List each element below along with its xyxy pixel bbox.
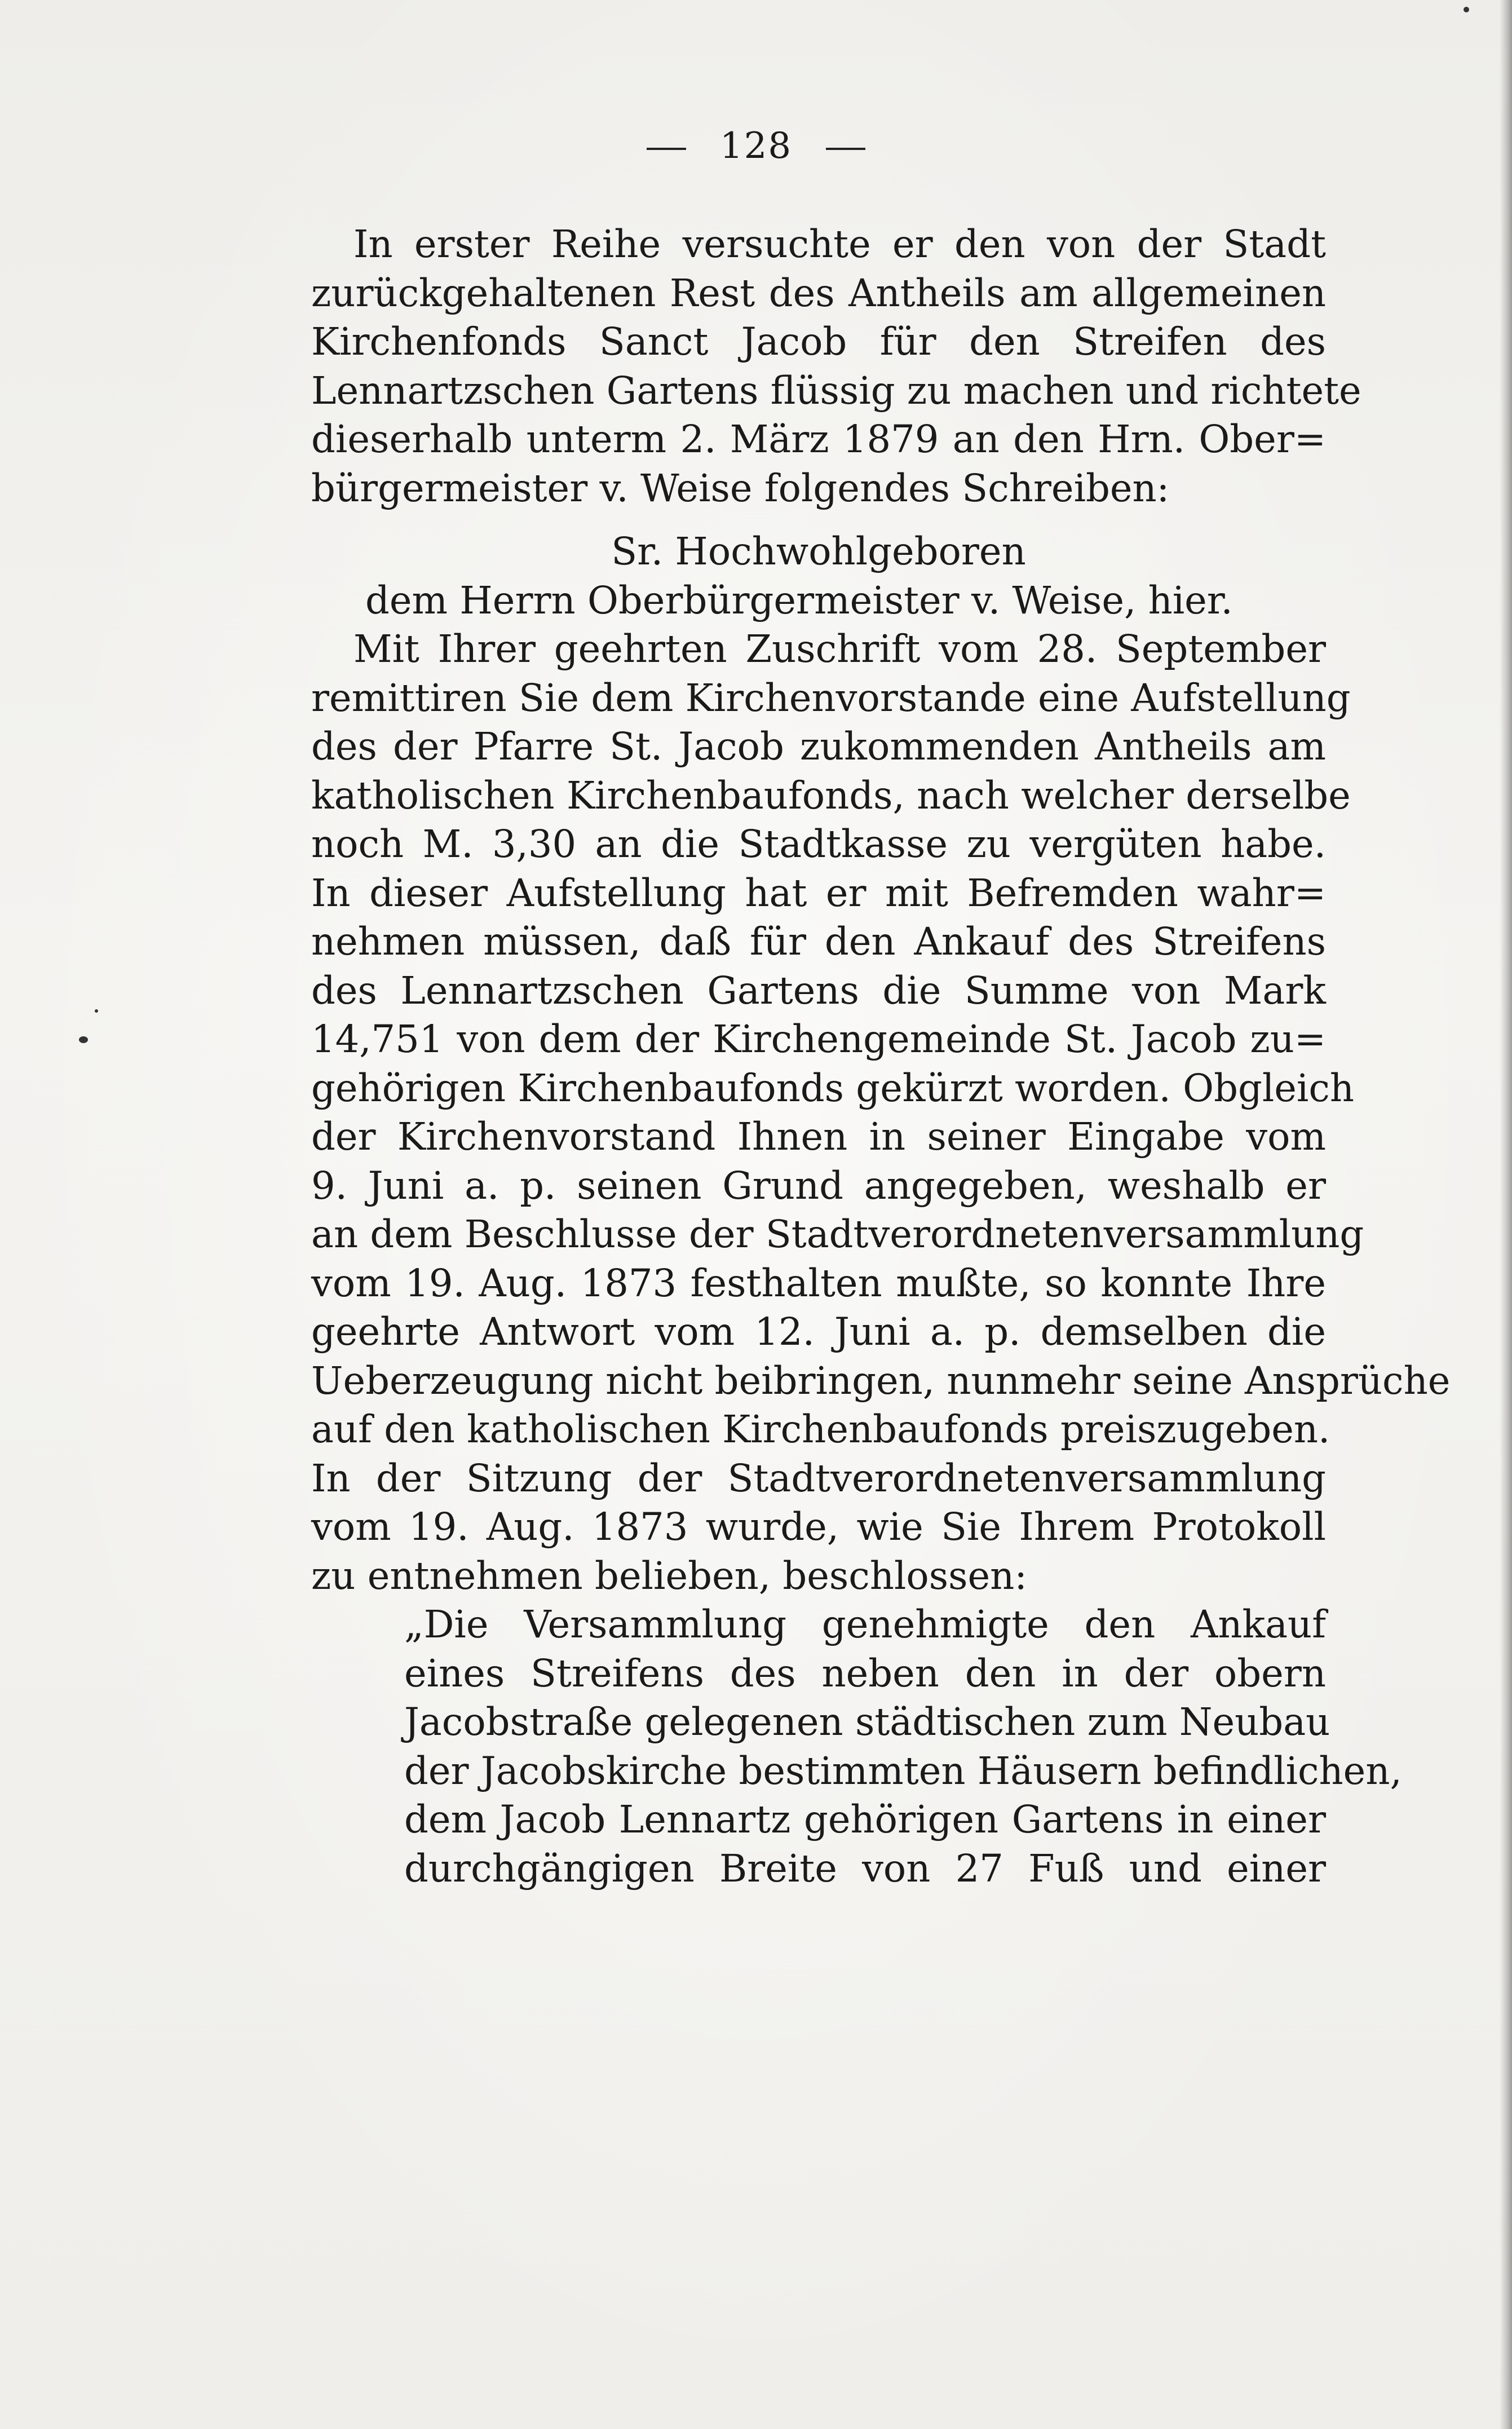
salutation-line-2: dem Herrn Oberbürgermeister v. Weise, hier. bbox=[365, 578, 1233, 622]
text-line: auf den katholischen Kirchenbaufonds preiszugeben. bbox=[311, 1407, 1330, 1451]
spacer bbox=[311, 513, 1326, 527]
text-line: der Kirchenvorstand Ihnen in seiner Eingabe vom bbox=[311, 1115, 1326, 1159]
text-line: zurückgehaltenen Rest des Antheils am allgemeinen bbox=[311, 271, 1326, 315]
text-line: Lennartzschen Gartens flüssig zu machen und richtete bbox=[311, 368, 1361, 413]
quote-line: durchgängigen Breite von 27 Fuß und einer bbox=[404, 1846, 1326, 1891]
header-dash-left bbox=[647, 148, 686, 150]
main-text bbox=[311, 220, 1451, 1893]
margin-speck bbox=[79, 1036, 88, 1043]
text-line: vom 19. Aug. 1873 festhalten mußte, so konnte Ihre bbox=[311, 1261, 1326, 1305]
text-line: bürgermeister v. Weise folgendes Schreiben: bbox=[311, 466, 1170, 510]
text-line: des der Pfarre St. Jacob zukommenden Antheils am bbox=[311, 725, 1326, 769]
text-line: zu entnehmen belieben, beschlossen: bbox=[311, 1553, 1027, 1598]
quote-line: „Die Versammlung genehmigte den Ankauf bbox=[404, 1602, 1326, 1646]
text-line: des Lennartzschen Gartens die Summe von Mark bbox=[311, 968, 1326, 1013]
quote-line: dem Jacob Lennartz gehörigen Gartens in einer bbox=[404, 1798, 1326, 1841]
quote-line: eines Streifens des neben den in der obern bbox=[404, 1651, 1326, 1695]
text-line: dieserhalb unterm 2. März 1879 an den Hrn. Ober= bbox=[311, 417, 1326, 461]
text-line: katholischen Kirchenbaufonds, nach welcher derselbe bbox=[311, 773, 1351, 818]
text-line: noch M. 3,30 an die Stadtkasse zu vergüten habe. bbox=[311, 822, 1326, 866]
page-number: 128 bbox=[719, 125, 793, 167]
page-edge-shadow bbox=[1500, 0, 1512, 2429]
salutation-line-1: Sr. Hochwohlgeboren bbox=[611, 529, 1026, 573]
margin-speck bbox=[1464, 7, 1469, 12]
text-line: remittiren Sie dem Kirchenvorstande eine Aufstellung bbox=[311, 675, 1351, 720]
text-line: Mit Ihrer geehrten Zuschrift vom 28. September bbox=[353, 627, 1326, 671]
text-line: 14,751 von dem der Kirchengemeinde St. Jacob zu= bbox=[311, 1017, 1326, 1061]
text-line: In erster Reihe versuchte er den von der Stadt bbox=[353, 222, 1326, 266]
text-line: vom 19. Aug. 1873 wurde, wie Sie Ihrem Protokoll bbox=[311, 1505, 1326, 1549]
quote-line: Jacobstraße gelegenen städtischen zum Neubau bbox=[404, 1700, 1330, 1744]
text-line: nehmen müssen, daß für den Ankauf des Streifens bbox=[311, 920, 1326, 964]
text-line: an dem Beschlusse der Stadtverordnetenversammlung bbox=[311, 1212, 1364, 1256]
page-header bbox=[0, 125, 1512, 167]
text-line: geehrte Antwort vom 12. Juni a. p. demselben die bbox=[311, 1310, 1326, 1354]
text-line: In der Sitzung der Stadtverordnetenversammlung bbox=[311, 1456, 1326, 1500]
text-line: Kirchenfonds Sanct Jacob für den Streifen des bbox=[311, 320, 1326, 364]
text-line: In dieser Aufstellung hat er mit Befremden wahr= bbox=[311, 871, 1326, 915]
text-line: gehörigen Kirchenbaufonds gekürzt worden. Obgleich bbox=[311, 1066, 1355, 1110]
text-line: 9. Juni a. p. seinen Grund angegeben, weshalb er bbox=[311, 1163, 1326, 1208]
margin-speck bbox=[95, 1009, 98, 1013]
text-line: Ueberzeugung nicht beibringen, nunmehr seine Ansprüche bbox=[311, 1358, 1451, 1403]
quote-line: der Jacobskirche bestimmten Häusern befindlichen, bbox=[404, 1748, 1402, 1793]
header-dash-right bbox=[826, 148, 865, 150]
